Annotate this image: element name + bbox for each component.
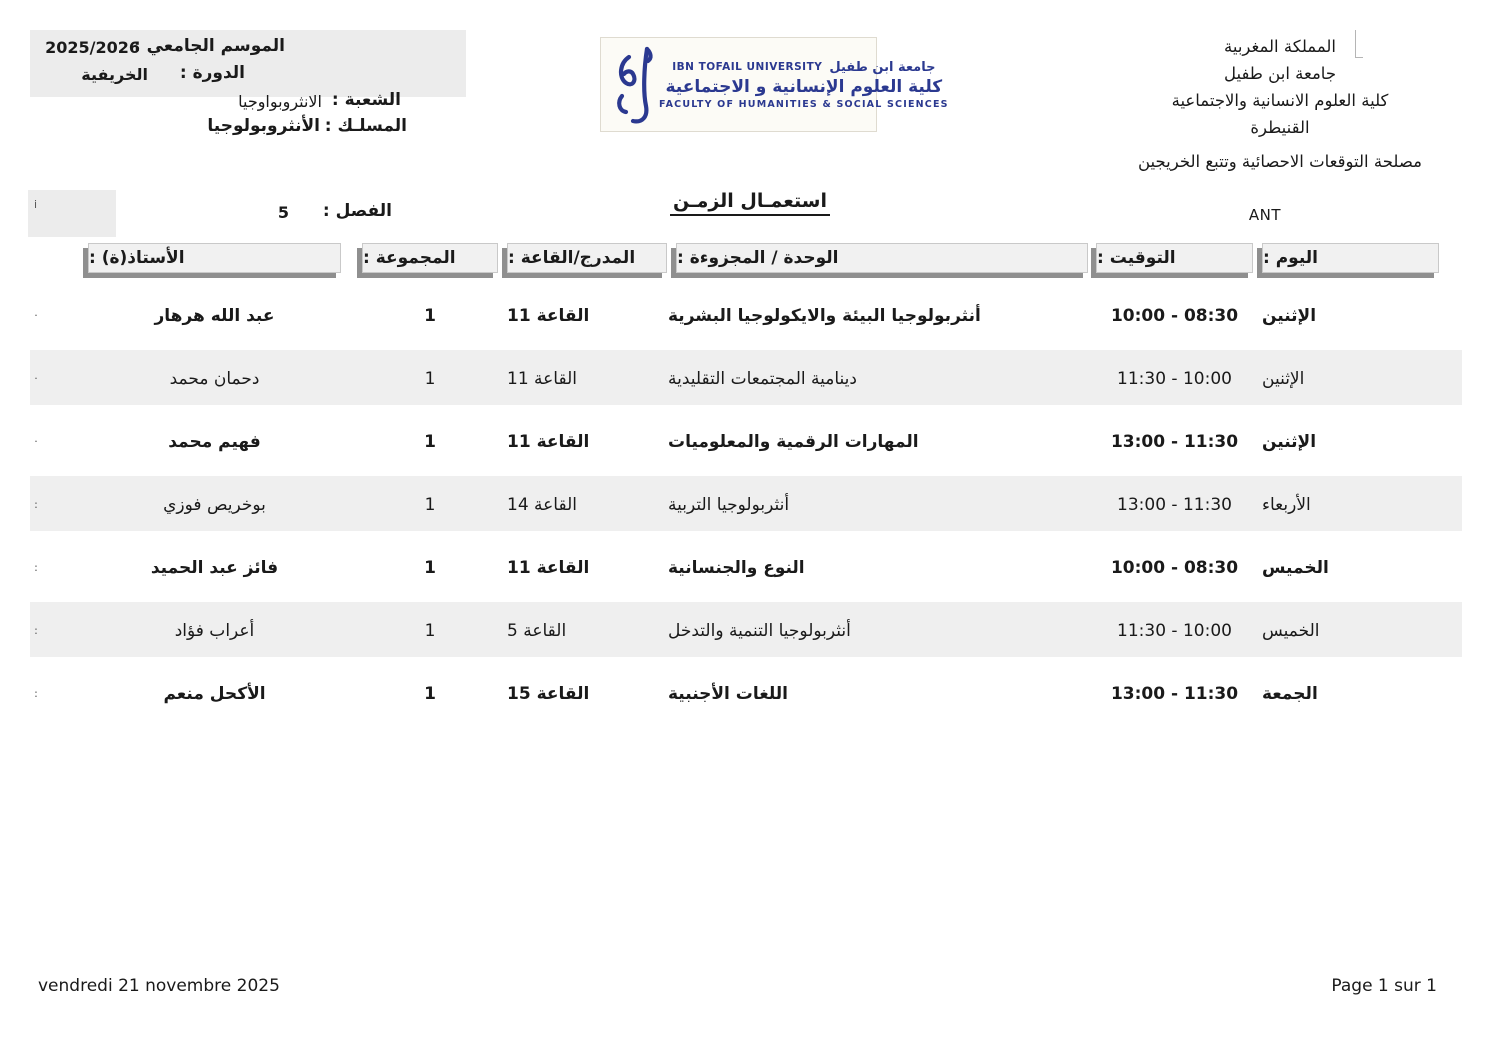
institution-line: القنيطرة [1250,118,1310,137]
logo-english-name: IBN TOFAIL UNIVERSITY [672,61,823,73]
cell-professor: عبد الله هرهار [154,305,275,326]
page-title: استعمـال الزمـن [670,190,830,216]
table-row [0,599,1497,662]
cell-day: الخميس [1262,557,1329,578]
clipped-margin-mark: · [34,435,38,448]
cell-professor: بوخريص فوزي [163,494,266,515]
column-header-time: التوقيت : [1096,243,1253,273]
track-label: المسلـك : [324,116,407,136]
cell-day: الإثنين [1262,431,1317,452]
cell-unit: المهارات الرقمية والمعلوميات [668,431,919,452]
cell-day: الإثنين [1262,368,1305,389]
column-header-day: اليوم : [1262,243,1439,273]
cell-group: 1 [424,305,436,326]
university-logo [600,37,949,132]
column-header-group: المجموعة : [362,243,498,273]
clipped-margin-mark: : [34,498,38,511]
cell-group: 1 [424,431,436,452]
clipped-margin-mark: : [34,624,38,637]
column-header-professor: الأستاذ(ة) : [88,243,341,273]
column-header-unit: الوحدة / المجزوءة : [676,243,1088,273]
institution-line: المملكة المغربية [1224,37,1336,56]
cell-professor: فهيم محمد [168,431,261,452]
cell-time: 13:00 - 11:30 [1110,683,1239,704]
cell-professor: فائز عبد الحميد [150,557,279,578]
cell-day: الجمعة [1262,683,1318,704]
cell-time: 13:00 - 11:30 [1110,431,1239,452]
cell-group: 1 [424,557,436,578]
program-code: ANT [1248,206,1282,224]
clipped-cell-fragment [28,190,116,237]
cell-room: القاعة 15 [507,683,590,704]
cell-day: الأربعاء [1262,494,1311,515]
academic-year-value: 2025/2026 [45,38,140,57]
clipped-margin-mark: : [34,561,38,574]
cell-room: القاعة 11 [507,368,577,389]
logo-arabic-name: جامعة ابن طفيل [829,59,936,75]
clipped-margin-mark: : [34,687,38,700]
cell-unit: اللغات الأجنبية [668,683,788,704]
logo-calligraphy-icon [607,44,659,126]
logo-arabic-faculty: كلية العلوم الإنسانية و الاجتماعية [665,76,943,97]
table-row [0,347,1497,410]
logo-english-faculty: FACULTY OF HUMANITIES & SOCIAL SCIENCES [659,98,949,110]
branch-label: الشعبة : [331,90,401,110]
track-value: الأنثروبولوجيا [207,116,320,136]
table-row [0,536,1497,599]
cell-room: القاعة 5 [507,620,567,641]
service-line: مصلحة التوقعات الاحصائية وتتبع الخريجين [1137,152,1422,171]
cell-group: 1 [424,683,436,704]
cell-room: القاعة 11 [507,431,590,452]
cell-time: 10:00 - 08:30 [1110,305,1239,326]
cell-time: 10:00 - 08:30 [1110,557,1239,578]
cell-unit: أنثربولوجيا التنمية والتدخل [668,620,851,641]
cell-unit: أنثربولوجيا التربية [668,494,790,515]
cell-time: 11:30 - 10:00 [1117,620,1232,641]
cell-unit: دينامية المجتمعات التقليدية [668,368,857,389]
cell-room: القاعة 14 [507,494,577,515]
cell-unit: النوع والجنسانية [668,557,805,578]
cell-professor: الأكحل منعم [163,683,266,704]
table-row [0,284,1497,347]
cell-room: القاعة 11 [507,305,590,326]
session-label: الدورة : [179,63,245,83]
semester-label: الفصل : [322,201,392,221]
cell-unit: أنثربولوجيا البيئة والايكولوجيا البشرية [668,305,981,326]
column-header-room: المدرج/القاعة : [507,243,667,273]
cell-day: الخميس [1262,620,1320,641]
institution-block [1120,33,1440,141]
academic-year-label: الموسم الجامعي : [133,36,285,56]
cell-group: 1 [424,620,436,641]
clipped-text-mark: i [34,198,38,211]
cell-group: 1 [424,368,436,389]
cell-professor: دحمان محمد [169,368,260,389]
footer-page-number: Page 1 sur 1 [1331,976,1437,996]
institution-line: كلية العلوم الانسانية والاجتماعية [1171,91,1389,110]
timetable-body [0,284,1497,725]
table-row [0,410,1497,473]
cell-day: الإثنين [1262,305,1317,326]
table-row [0,662,1497,725]
session-value: الخريفية [81,65,148,84]
cell-room: القاعة 11 [507,557,590,578]
cell-time: 11:30 - 10:00 [1117,368,1232,389]
cell-group: 1 [424,494,436,515]
clipped-margin-mark: · [34,372,38,385]
semester-value: 5 [277,203,289,222]
clipped-border-fragment [1355,30,1363,58]
cell-professor: أعراب فؤاد [174,620,255,641]
footer-date: vendredi 21 novembre 2025 [38,976,280,996]
branch-value: الانثروبواوجيا [238,92,322,111]
table-row [0,473,1497,536]
clipped-margin-mark: · [34,309,38,322]
institution-line: جامعة ابن طفيل [1223,64,1337,83]
cell-time: 13:00 - 11:30 [1117,494,1232,515]
